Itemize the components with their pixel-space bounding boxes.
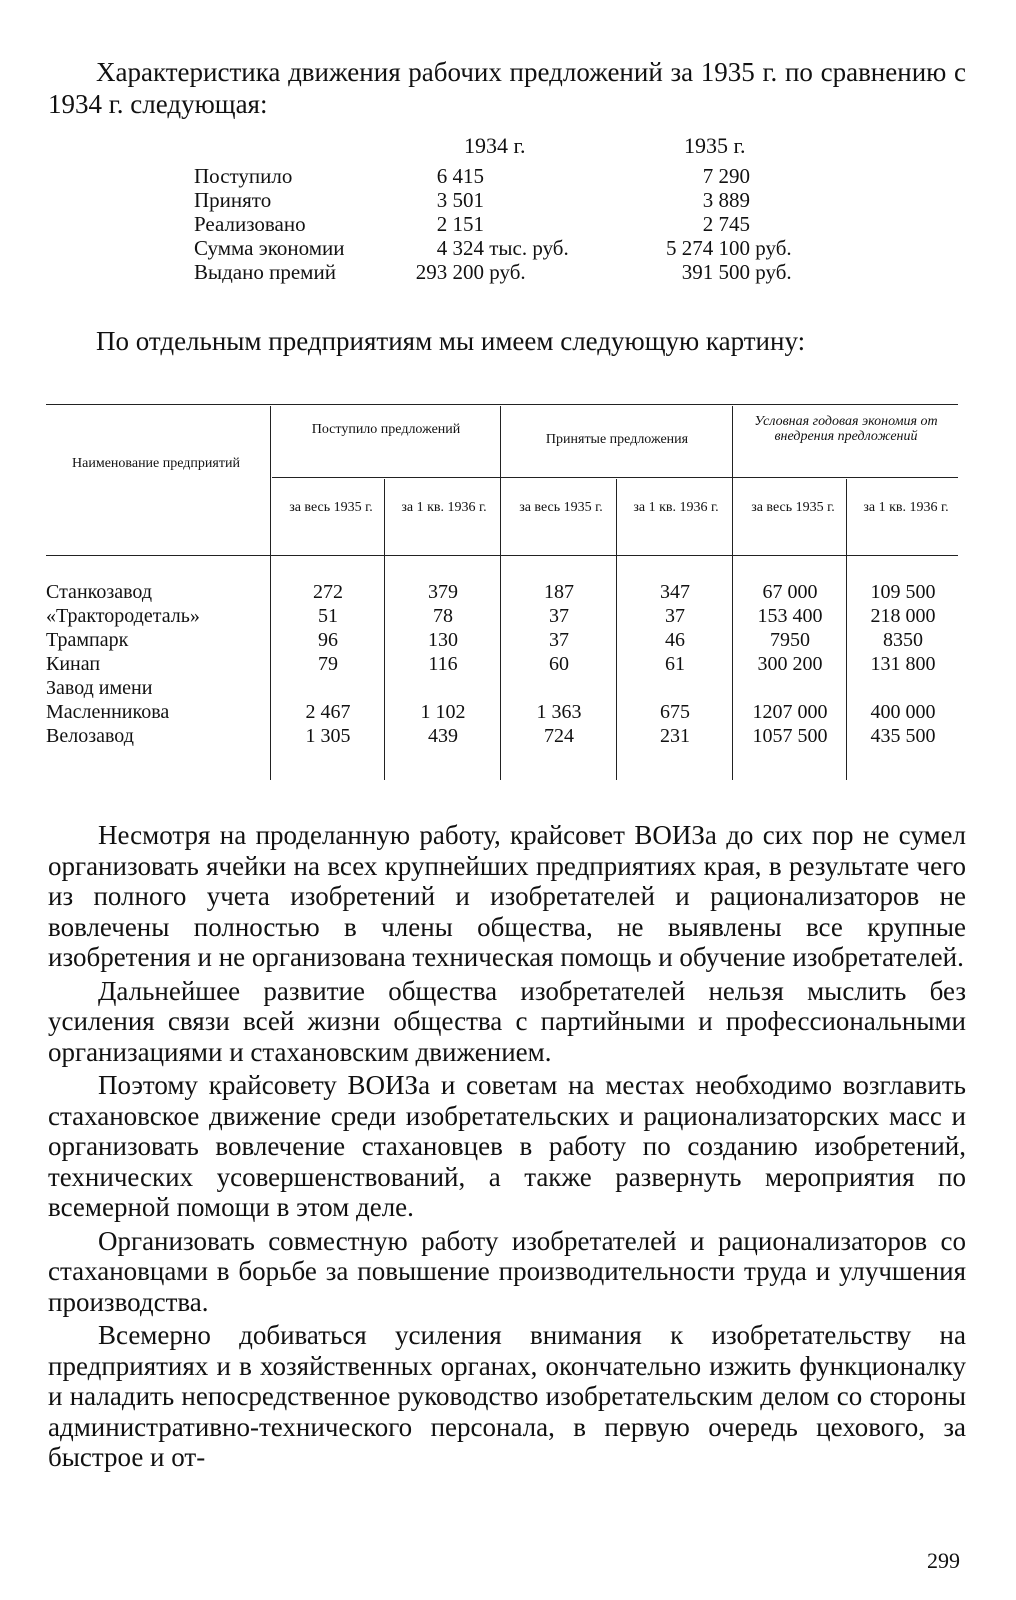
header-enterprise-name: Наименование предприятий [72, 456, 240, 471]
header-group-received: Поступило предложений [311, 422, 461, 437]
unit: руб. [755, 236, 792, 260]
value: 2 151 [436, 212, 484, 236]
table-header-rule [46, 555, 958, 556]
table-cell: 187 [544, 581, 574, 603]
table-cell: 130 [428, 629, 458, 651]
table-cell: 131 800 [870, 653, 936, 675]
page-number: 299 [927, 1548, 960, 1573]
col-divider [500, 406, 501, 780]
table-row-name: Завод имени Масленникова [46, 677, 170, 723]
table-cell: 37 [665, 605, 685, 627]
col-divider [270, 406, 271, 780]
table-cell: 109 500 [870, 581, 936, 603]
value: 3 501 [436, 188, 484, 212]
table-cell: 116 [428, 653, 458, 675]
body-paragraph: Всемерно добиваться усиления внимания к изобретательству на предприятиях и в хозяйственных органах, окончательно изжить функционалку и наладить непосредственное руководство изобретательским делом со стороны административно-технического персонала, в первую очередь цехового, за быстрое и от- [48, 1320, 966, 1472]
table-cell: 96 [318, 629, 338, 651]
table-cell: 7950 [770, 629, 810, 651]
summary-value-1934 [402, 164, 602, 188]
summary-row-label: Реализовано [194, 212, 306, 236]
table-cell: 400 000 [870, 701, 936, 723]
table-row-name: Велозавод [46, 725, 134, 747]
header-group-accepted: Принятые предложения [545, 432, 689, 447]
header-sub-full-year: за весь 1935 г. [751, 500, 835, 515]
table-cell: 37 [549, 629, 569, 651]
summary-value-1935 [654, 260, 824, 284]
table-cell: 1057 500 [752, 725, 828, 747]
header-sub-full-year: за весь 1935 г. [289, 500, 373, 515]
table-cell: 379 [428, 581, 458, 603]
unit: руб. [755, 260, 792, 284]
value: 4 324 [436, 236, 484, 260]
summary-row-label: Сумма экономии [194, 236, 345, 260]
summary-value-1935 [654, 236, 824, 260]
table-cell: 439 [428, 725, 458, 747]
table-cell: 724 [544, 725, 574, 747]
table-cell: 272 [313, 581, 343, 603]
table-cell: 79 [318, 653, 338, 675]
enterprises-intro: По отдельным предприятиям мы имеем следующую картину: [96, 326, 806, 356]
table-cell: 78 [433, 605, 453, 627]
value: 7 290 [702, 164, 750, 188]
table-row-name: «Трактородеталь» [46, 605, 200, 627]
value: 5 274 100 [666, 236, 750, 260]
summary-value-1934 [402, 260, 602, 284]
summary-value-1934 [402, 236, 602, 260]
table-cell: 675 [660, 701, 690, 723]
intro-paragraph: Характеристика движения рабочих предложений за 1935 г. по сравнению с 1934 г. следующая: [48, 57, 966, 119]
table-cell: 153 400 [757, 605, 823, 627]
header-sub-q1: за 1 кв. 1936 г. [633, 500, 719, 515]
table-cell: 46 [665, 629, 685, 651]
value: 3 889 [702, 188, 750, 212]
body-paragraph: Организовать совместную работу изобретателей и рационализаторов со стахановцами в борьбе за повышение производительности труда и улучшения производства. [48, 1225, 966, 1317]
table-cell: 347 [660, 581, 690, 603]
table-cell: 37 [549, 605, 569, 627]
value: 6 415 [436, 164, 484, 188]
table-row-name: Трампарк [46, 629, 129, 651]
table-cell: 1 363 [536, 701, 582, 723]
table-row-name: Станкозавод [46, 581, 153, 603]
body-text [48, 820, 966, 1476]
table-cell: 61 [665, 653, 685, 675]
body-paragraph: Поэтому крайсовету ВОИЗа и советам на местах необходимо возглавить стахановское движение среди изобретательских и рационализаторских масс и организовать вовлечение стахановцев в работу по созданию изобретений, технических усовершенствований, а также развернуть мероприятия по всемерной помощи в этом деле. [48, 1070, 966, 1222]
col-divider [846, 479, 847, 780]
summary-header-1934: 1934 г. [464, 133, 526, 158]
table-cell: 300 200 [757, 653, 823, 675]
header-sub-q1: за 1 кв. 1936 г. [401, 500, 487, 515]
body-paragraph: Дальнейшее развитие общества изобретателей нельзя мыслить без усиления связи всей жизни общества с партийными и профессиональными организациями и стахановским движением. [48, 975, 966, 1067]
table-cell: 435 500 [870, 725, 936, 747]
group-underline [272, 477, 958, 478]
header-sub-full-year: за весь 1935 г. [519, 500, 603, 515]
table-cell: 67 000 [762, 581, 818, 603]
table-cell: 60 [549, 653, 569, 675]
value: 293 200 [415, 260, 484, 284]
summary-row-label: Выдано премий [194, 260, 336, 284]
col-divider [384, 479, 385, 780]
table-cell: 1 102 [420, 701, 466, 723]
table-cell: 8350 [883, 629, 923, 651]
summary-header-1935: 1935 г. [684, 133, 746, 158]
table-top-rule [46, 404, 958, 405]
unit: руб. [489, 260, 526, 284]
value: 391 500 [681, 260, 750, 284]
summary-value-1934 [402, 212, 602, 236]
summary-value-1934 [402, 188, 602, 212]
table-cell: 51 [318, 605, 338, 627]
summary-row-label: Поступило [194, 164, 293, 188]
header-group-economy: Условная годовая экономия от внедрения предложений [754, 414, 938, 444]
col-divider [616, 479, 617, 780]
table-cell: 218 000 [870, 605, 936, 627]
summary-value-1935 [654, 188, 824, 212]
enterprises-table [46, 404, 958, 780]
summary-value-1935 [654, 212, 824, 236]
col-divider [732, 406, 733, 780]
table-cell: 1 305 [305, 725, 351, 747]
header-sub-q1: за 1 кв. 1936 г. [863, 500, 949, 515]
table-row-name: Кинап [46, 653, 101, 675]
summary-value-1935 [654, 164, 824, 188]
table-cell: 231 [660, 725, 690, 747]
value: 2 745 [702, 212, 750, 236]
body-paragraph: Несмотря на проделанную работу, крайсовет ВОИЗа до сих пор не сумел организовать ячейки на всех крупнейших предприятиях края, в результате чего из полного учета изобретений и изобретателей и рационализаторов не вовлечены полностью в члены общества, не выявлены все крупные изобретения и не организована техническая помощь и обучение изобретателей. [48, 820, 966, 972]
table-cell: 2 467 [305, 701, 351, 723]
table-cell: 1207 000 [752, 701, 828, 723]
unit: тыс. руб. [489, 236, 569, 260]
summary-row-label: Принято [194, 188, 272, 212]
